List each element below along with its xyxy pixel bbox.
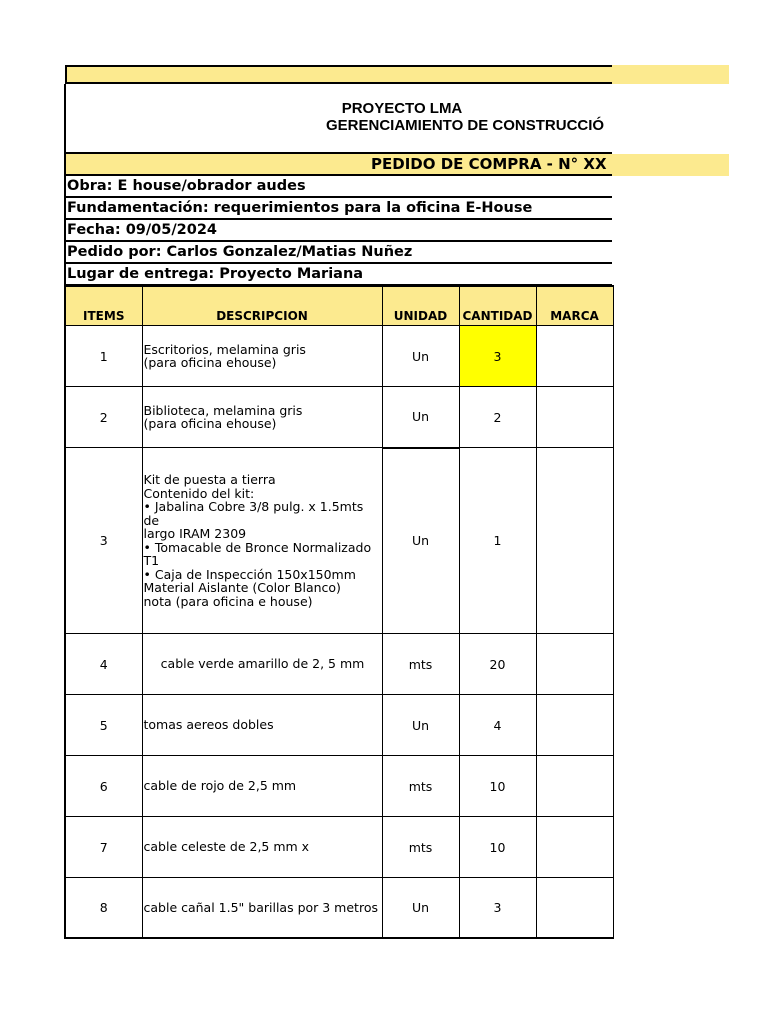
items-table (64, 285, 614, 939)
description-line: • Tomacable de Bronce Normalizado T1 (143, 539, 372, 568)
table-row (65, 448, 613, 634)
description-line: cable de rojo de 2,5 mm (143, 778, 297, 794)
item-brand (536, 878, 613, 938)
item-number: 1 (65, 326, 142, 387)
item-number: 2 (65, 387, 142, 448)
item-quantity: 3 (459, 326, 536, 387)
description-line: cable verde amarillo de 2, 5 mm (160, 656, 365, 672)
table-row (65, 387, 613, 448)
table-row (65, 878, 613, 938)
item-quantity: 20 (459, 634, 536, 695)
item-description (142, 448, 382, 634)
item-number: 3 (65, 448, 142, 634)
project-subtitle: GERENCIAMIENTO DE CONSTRUCCIÓ (326, 117, 605, 134)
top-band-extension (612, 65, 729, 84)
info-fundamentacion: Fundamentación: requerimientos para la oficina E-House (64, 198, 612, 220)
item-quantity: 2 (459, 387, 536, 448)
item-brand (536, 634, 613, 695)
item-number: 6 (65, 756, 142, 817)
description-line: (para oficina ehouse) (143, 416, 277, 431)
item-quantity: 10 (459, 817, 536, 878)
item-unit: Un (382, 326, 459, 387)
item-unit: Un (382, 387, 459, 448)
item-unit: Un (382, 878, 459, 938)
item-quantity: 4 (459, 695, 536, 756)
item-quantity: 1 (459, 448, 536, 634)
table-row (65, 756, 613, 817)
item-brand (536, 387, 613, 448)
order-title-band (64, 154, 612, 176)
column-header-unidad: UNIDAD (382, 286, 459, 326)
description-line: largo IRAM 2309 (143, 526, 247, 541)
description-line: tomas aereos dobles (143, 717, 274, 733)
item-number: 5 (65, 695, 142, 756)
item-number: 8 (65, 878, 142, 938)
item-description (142, 817, 382, 878)
item-brand (536, 756, 613, 817)
item-quantity: 10 (459, 756, 536, 817)
description-line: Contenido del kit: (143, 485, 255, 501)
item-brand (536, 448, 613, 634)
item-brand (536, 695, 613, 756)
description-line: (para oficina ehouse) (143, 355, 277, 370)
info-pedido-por: Pedido por: Carlos Gonzalez/Matias Nuñez (64, 242, 612, 264)
item-unit: Un (382, 448, 459, 634)
item-quantity: 3 (459, 878, 536, 938)
top-band (65, 65, 612, 84)
description-line: Material Aislante (Color Blanco) (143, 580, 341, 595)
item-description (142, 387, 382, 448)
project-title: PROYECTO LMA (341, 100, 463, 117)
column-header-cantidad: CANTIDAD (459, 286, 536, 326)
description-line: • Jabalina Cobre 3/8 pulg. x 1.5mts de (143, 499, 364, 528)
description-line: Escritorios, melamina gris (143, 341, 306, 357)
table-row (65, 695, 613, 756)
item-brand (536, 326, 613, 387)
item-description (142, 756, 382, 817)
info-obra: Obra: E house/obrador audes (64, 176, 612, 198)
item-unit: mts (382, 756, 459, 817)
order-title: PEDIDO DE COMPRA - N° XX (371, 155, 607, 173)
description-line: Kit de puesta a tierra (143, 472, 276, 487)
description-line: cable celeste de 2,5 mm x (143, 839, 310, 855)
info-lugar-entrega: Lugar de entrega: Proyecto Mariana (64, 264, 612, 286)
column-header-descripcion: DESCRIPCION (142, 286, 382, 326)
table-row (65, 326, 613, 387)
info-fecha: Fecha: 09/05/2024 (64, 220, 612, 242)
item-description (142, 634, 382, 695)
title-box (64, 84, 612, 154)
column-header-items: ITEMS (65, 286, 142, 326)
item-number: 7 (65, 817, 142, 878)
column-header-marca: MARCA (536, 286, 613, 326)
description-line: cable cañal 1.5" barillas por 3 metros (143, 899, 378, 915)
item-brand (536, 817, 613, 878)
description-line: Biblioteca, melamina gris (143, 402, 303, 418)
table-row (65, 634, 613, 695)
table-row (65, 817, 613, 878)
item-description (142, 878, 382, 938)
description-line: • Caja de Inspección 150x150mm (143, 566, 356, 582)
order-title-band-extension (612, 154, 729, 176)
item-unit: mts (382, 634, 459, 695)
item-number: 4 (65, 634, 142, 695)
description-line: nota (para oficina e house) (143, 593, 313, 609)
table-header-row (65, 286, 613, 326)
item-description (142, 326, 382, 387)
item-unit: Un (382, 695, 459, 756)
item-unit: mts (382, 817, 459, 878)
item-description (142, 695, 382, 756)
